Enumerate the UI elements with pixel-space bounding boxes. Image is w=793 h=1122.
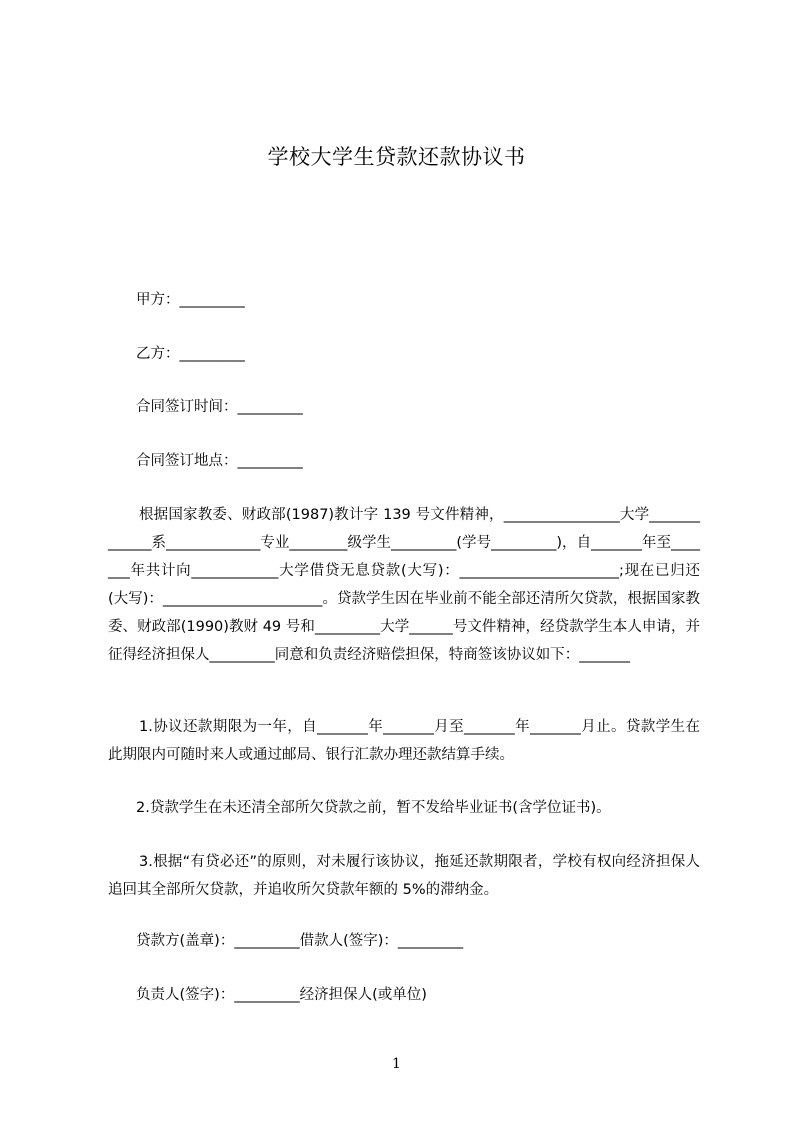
intro-paragraph: 根据国家教委、财政部(1987)教计字 139 号文件精神，________________大学_____________系_____________专业________级学生_________(学号_________)，自_______年至_______年共计向____________大学借贷无息贷款(大写)：______________________;现在已归还(大写)：______________________。贷款学生因在毕业前不能全部还清所欠贷款，根据国家教委、财政部(1990)教财 49 号和_________大学______号文件精神，经贷款学生本人申请，并征得经济担保人_________同意和负责经济赔偿担保，特商签该协议如下：_______ <box>108 507 700 663</box>
sign-place-field: 合同签订地点：_________ <box>136 453 303 469</box>
clause-2: 2.贷款学生在未还清全部所欠贷款之前，暂不发给毕业证书(含学位证书)。 <box>136 800 611 816</box>
document-title: 学校大学生贷款还款协议书 <box>267 145 526 169</box>
clause-1: 1.协议还款期限为一年，自_______年_______月至_______年_______月止。贷款学生在此期限内可随时来人或通过邮局、银行汇款办理还款结算手续。 <box>108 719 700 763</box>
signature-line-1: 贷款方(盖章)：_________借款人(签字)：_________ <box>136 933 464 949</box>
page-number: 1 <box>392 1056 401 1072</box>
signature-line-2: 负责人(签字)：_________经济担保人(或单位) <box>136 987 427 1003</box>
clause-3: 3.根据“有贷必还”的原则，对未履行该协议，拖延还款期限者，学校有权向经济担保人追回其全部所欠贷款，并追收所欠贷款年额的 5%的滞纳金。 <box>108 854 700 898</box>
sign-time-field: 合同签订时间：_________ <box>136 399 303 415</box>
party-b-field: 乙方：_________ <box>136 346 245 362</box>
party-a-field: 甲方：_________ <box>136 292 245 308</box>
